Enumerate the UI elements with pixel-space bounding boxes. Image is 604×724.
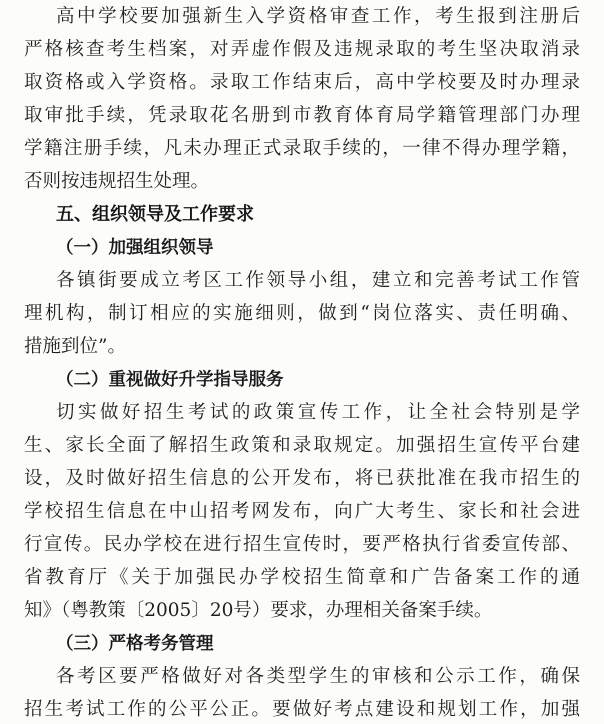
paragraph-line: 理机构，制订相应的实施细则，做到“岗位落实、责任明确、 — [24, 303, 580, 324]
paragraph-line: 措施到位”。 — [24, 336, 126, 357]
paragraph-line: 切实做好招生考试的政策宣传工作，让全社会特别是学 — [56, 402, 580, 423]
paragraph-line: 知》（粤教策〔2005〕20号）要求，办理相关备案手续。 — [24, 600, 493, 621]
section-heading: 五、组织领导及工作要求 — [56, 204, 254, 225]
subsection-heading: （三）严格考务管理 — [56, 634, 214, 654]
paragraph-line: 否则按违规招生处理。 — [24, 171, 210, 192]
paragraph-line: 高中学校要加强新生入学资格审查工作，考生报到注册后 — [56, 6, 580, 27]
paragraph-line: 学籍注册手续，凡未办理正式录取手续的，一律不得办理学籍， — [24, 138, 580, 159]
paragraph-line: 设，及时做好招生信息的公开发布，将已获批准在我市招生的 — [24, 468, 580, 489]
paragraph-line: 招生考试工作的公平公正。要做好考点建设和规划工作，加强 — [24, 699, 580, 720]
paragraph-line: 生、家长全面了解招生政策和录取规定。加强招生宣传平台建 — [24, 435, 580, 456]
paragraph-line: 取审批手续，凭录取花名册到市教育体育局学籍管理部门办理 — [24, 105, 580, 126]
paragraph-line: 各考区要严格做好对各类型学生的审核和公示工作，确保 — [56, 666, 580, 687]
subsection-heading: （一）加强组织领导 — [56, 238, 214, 258]
paragraph-line: 行宣传。民办学校在进行招生宣传时，要严格执行省委宣传部、 — [24, 534, 580, 555]
paragraph-line: 省教育厅《关于加强民办学校招生简章和广告备案工作的通 — [24, 567, 580, 588]
paragraph-line: 取资格或入学资格。录取工作结束后，高中学校要及时办理录 — [24, 72, 580, 93]
paragraph-line: 严格核查考生档案，对弄虚作假及违规录取的考生坚决取消录 — [24, 39, 580, 60]
subsection-heading: （二）重视做好升学指导服务 — [56, 370, 284, 390]
paragraph-line: 学校招生信息在中山招考网发布，向广大考生、家长和社会进 — [24, 501, 580, 522]
paragraph-line: 各镇街要成立考区工作领导小组，建立和完善考试工作管 — [56, 270, 580, 291]
